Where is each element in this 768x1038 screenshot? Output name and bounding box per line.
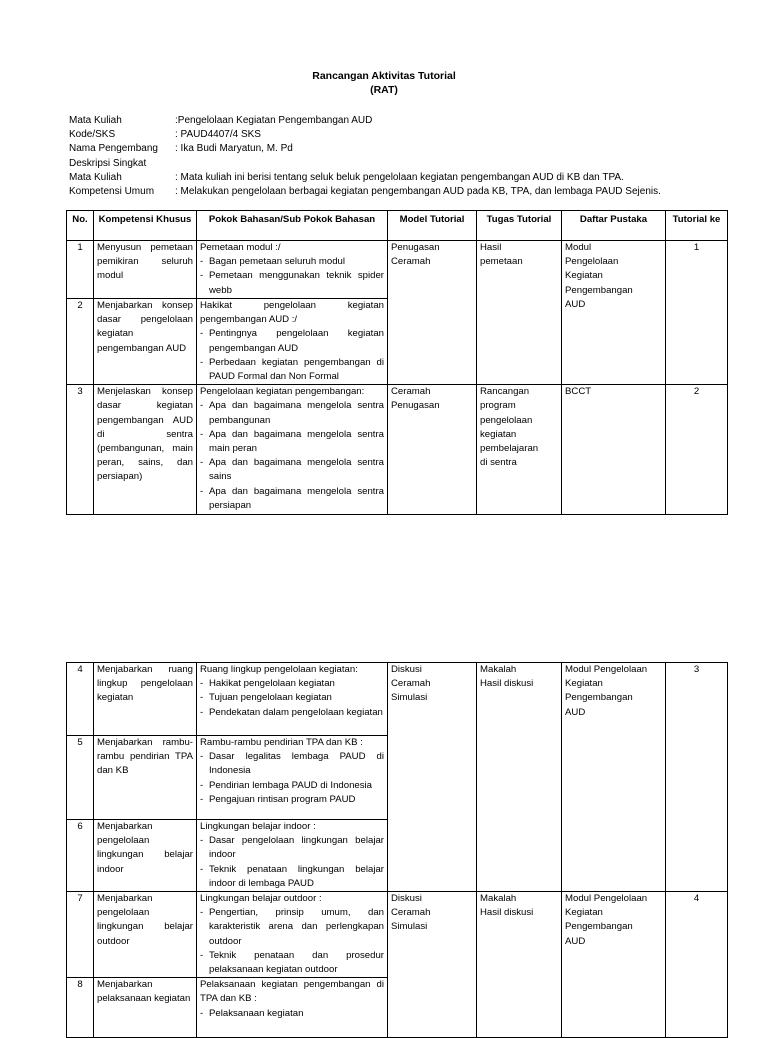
pokok-lead: Hakikat pengelolaan kegiatan pengembangan AUD :/ — [200, 300, 384, 326]
rat-table-part-2 — [66, 662, 728, 1038]
row-pokok-bahasan — [197, 299, 388, 385]
pustaka-item: Modul — [565, 242, 592, 253]
pokok-item: - Pelaksanaan kegiatan — [200, 1007, 384, 1021]
row-no: 1 — [67, 241, 94, 299]
row-no: 8 — [67, 978, 94, 1038]
meta-row-course — [69, 114, 661, 128]
pokok-item: - Apa dan bagaimana mengelola sentra persiapan — [200, 485, 384, 513]
row-pokok-bahasan — [197, 820, 388, 892]
meta-row-competency — [69, 185, 661, 199]
meta-row-description — [69, 157, 661, 171]
row-pokok-bahasan — [197, 663, 388, 736]
meta-label: Deskripsi Singkat — [69, 157, 147, 169]
pokok-item: - Tujuan pengelolaan kegiatan — [200, 691, 384, 705]
pustaka-item: Pengembangan — [565, 284, 633, 296]
tugas-item: kegiatan — [480, 428, 517, 440]
row-pokok-bahasan — [197, 736, 388, 820]
table-row — [67, 241, 728, 299]
tugas-item: pembelajaran — [480, 443, 539, 455]
row-pokok-bahasan — [197, 978, 388, 1038]
pokok-item: - Pentingnya pengelolaan kegiatan pengembangan AUD — [200, 327, 384, 355]
tugas-item: Hasil — [480, 242, 502, 253]
model-tutorial-cell — [388, 663, 477, 892]
row-kompetensi: Menjelaskan konsep dasar kegiatan pengembangan AUD di sentra (pembangunan, main peran, sains, dan persiapan) — [94, 385, 197, 515]
daftar-pustaka-cell — [562, 892, 666, 1038]
table-row — [67, 385, 728, 515]
row-pokok-bahasan — [197, 892, 388, 978]
meta-label: Mata Kuliah — [69, 115, 122, 126]
tugas-item: pengelolaan — [480, 414, 533, 426]
meta-label: Kode/SKS — [69, 129, 116, 141]
meta-value: : PAUD4407/4 SKS — [175, 129, 261, 141]
row-no: 4 — [67, 663, 94, 736]
pokok-lead: Lingkungan belajar outdoor : — [200, 893, 322, 905]
model-item: Penugasan — [391, 242, 440, 253]
table-row — [67, 892, 728, 978]
meta-label: Kompetensi Umum — [69, 186, 155, 198]
meta-value: :Pengelolaan Kegiatan Pengembangan AUD — [175, 115, 373, 126]
row-kompetensi: Menjabarkan pengelolaan lingkungan belajar outdoor — [94, 892, 197, 978]
tutorial-ke-cell: 2 — [666, 385, 728, 515]
header-pokok-bahasan: Pokok Bahasan/Sub Pokok Bahasan — [197, 211, 388, 241]
pustaka-item: Kegiatan — [565, 678, 603, 690]
pokok-item: - Apa dan bagaimana mengelola sentra sains — [200, 456, 384, 484]
tugas-item: pemetaan — [480, 256, 523, 268]
pustaka-item: Pengembangan — [565, 921, 633, 933]
model-item: Simulasi — [391, 921, 428, 933]
model-item: Ceramah — [391, 256, 431, 268]
tugas-item: Makalah — [480, 664, 517, 675]
document-subtitle: (RAT) — [370, 84, 398, 96]
pokok-item: - Dasar legalitas lembaga PAUD di Indonesia — [200, 750, 384, 778]
pokok-item: - Apa dan bagaimana mengelola sentra main peran — [200, 428, 384, 456]
pokok-lead: Pelaksanaan kegiatan pengembangan di TPA dan KB : — [200, 979, 384, 1005]
row-kompetensi: Menjabarkan pengelolaan lingkungan belajar indoor — [94, 820, 197, 892]
pokok-item: - Dasar pengelolaan lingkungan belajar indoor — [200, 834, 384, 862]
pustaka-item: AUD — [565, 935, 586, 947]
meta-row-description-course — [69, 171, 661, 185]
pustaka-item: AUD — [565, 298, 586, 310]
pokok-item: - Pendekatan dalam pengelolaan kegiatan — [200, 706, 384, 720]
meta-label: Mata Kuliah — [69, 171, 122, 183]
pokok-item: - Pemetaan menggunakan teknik spider webb — [200, 269, 384, 297]
tutorial-ke-cell: 4 — [666, 892, 728, 1038]
row-no: 7 — [67, 892, 94, 978]
pokok-lead: Ruang lingkup pengelolaan kegiatan: — [200, 664, 358, 675]
pokok-item: - Pengajuan rintisan program PAUD — [200, 793, 384, 807]
pokok-lead: Pengelolaan kegiatan pengembangan: — [200, 386, 365, 398]
row-no: 5 — [67, 736, 94, 820]
table-row — [67, 663, 728, 736]
pokok-item: - Bagan pemetaan seluruh modul — [200, 255, 384, 269]
pustaka-item: Kegiatan — [565, 270, 603, 282]
pokok-item: - Teknik penataan dan prosedur pelaksanaan kegiatan outdoor — [200, 949, 384, 977]
row-no: 6 — [67, 820, 94, 892]
tutorial-ke-cell: 1 — [666, 241, 728, 385]
row-pokok-bahasan — [197, 241, 388, 299]
meta-value: : Melakukan pengelolaan berbagai kegiatan pengembangan AUD pada KB, TPA, dan lembaga PAUD Sejenis. — [175, 186, 661, 198]
pokok-item: - Perbedaan kegiatan pengembangan di PAUD Formal dan Non Formal — [200, 356, 384, 384]
row-no: 3 — [67, 385, 94, 515]
meta-label: Nama Pengembang — [69, 143, 158, 155]
meta-row-developer — [69, 142, 661, 156]
tugas-item: Rancangan — [480, 386, 530, 398]
pustaka-item: Modul Pengelolaan — [565, 893, 648, 905]
rat-table-part-1 — [66, 210, 728, 515]
pustaka-item: Kegiatan — [565, 907, 603, 919]
tutorial-ke-cell: 3 — [666, 663, 728, 892]
row-kompetensi: Menyusun pemetaan pemikiran seluruh modul — [94, 241, 197, 299]
tugas-tutorial-cell — [477, 385, 562, 515]
tugas-item: Hasil diskusi — [480, 678, 534, 690]
header-tugas-tutorial: Tugas Tutorial — [477, 211, 562, 241]
header-no: No. — [67, 211, 94, 241]
pustaka-item: Pengembangan — [565, 692, 633, 704]
pokok-item: - Pengertian, prinsip umum, dan karakteristik arena dan perlengkapan outdoor — [200, 906, 384, 949]
row-no: 2 — [67, 299, 94, 385]
meta-row-code — [69, 128, 661, 142]
daftar-pustaka-cell — [562, 385, 666, 515]
tugas-item: Makalah — [480, 893, 517, 905]
pokok-item: - Apa dan bagaimana mengelola sentra pembangunan — [200, 399, 384, 427]
daftar-pustaka-cell — [562, 241, 666, 385]
model-tutorial-cell — [388, 241, 477, 385]
pokok-lead: Lingkungan belajar indoor : — [200, 821, 316, 832]
row-pokok-bahasan — [197, 385, 388, 515]
model-item: Penugasan — [391, 400, 440, 412]
model-item: Ceramah — [391, 678, 431, 690]
tugas-item: program — [480, 400, 516, 412]
tugas-tutorial-cell — [477, 663, 562, 892]
model-item: Simulasi — [391, 692, 428, 704]
pustaka-item: AUD — [565, 706, 586, 718]
pustaka-item: Modul Pengelolaan — [565, 664, 648, 675]
model-tutorial-cell — [388, 892, 477, 1038]
header-daftar-pustaka: Daftar Pustaka — [562, 211, 666, 241]
pustaka-item: BCCT — [565, 386, 592, 398]
tugas-tutorial-cell — [477, 241, 562, 385]
document-title: Rancangan Aktivitas Tutorial — [312, 70, 456, 82]
daftar-pustaka-cell — [562, 663, 666, 892]
model-item: Diskusi — [391, 893, 422, 905]
model-tutorial-cell — [388, 385, 477, 515]
course-info — [69, 114, 661, 199]
pokok-lead: Rambu-rambu pendirian TPA dan KB : — [200, 737, 363, 748]
pokok-item: - Hakikat pengelolaan kegiatan — [200, 677, 384, 691]
table-header-row — [67, 211, 728, 241]
meta-value: : Ika Budi Maryatun, M. Pd — [175, 143, 293, 155]
row-kompetensi: Menjabarkan ruang lingkup pengelolaan kegiatan — [94, 663, 197, 736]
row-kompetensi: Menjabarkan pelaksanaan kegiatan — [94, 978, 197, 1038]
header-kompetensi: Kompetensi Khusus — [94, 211, 197, 241]
meta-value: : Mata kuliah ini berisi tentang seluk beluk pengelolaan kegiatan pengembangan AUD di KB dan TPA. — [175, 171, 624, 183]
tugas-item: di sentra — [480, 457, 517, 469]
pustaka-item: Pengelolaan — [565, 256, 619, 268]
pokok-item: - Teknik penataan lingkungan belajar indoor di lembaga PAUD — [200, 863, 384, 891]
header-tutorial-ke: Tutorial ke — [666, 211, 728, 241]
row-kompetensi: Menjabarkan rambu-rambu pendirian TPA dan KB — [94, 736, 197, 820]
model-item: Ceramah — [391, 386, 431, 398]
model-item: Ceramah — [391, 907, 431, 919]
header-model-tutorial: Model Tutorial — [388, 211, 477, 241]
pokok-item: - Pendirian lembaga PAUD di Indonesia — [200, 779, 384, 793]
pokok-lead: Pemetaan modul :/ — [200, 242, 281, 253]
model-item: Diskusi — [391, 664, 422, 675]
row-kompetensi: Menjabarkan konsep dasar pengelolaan kegiatan pengembangan AUD — [94, 299, 197, 385]
tugas-tutorial-cell — [477, 892, 562, 1038]
tugas-item: Hasil diskusi — [480, 907, 534, 919]
